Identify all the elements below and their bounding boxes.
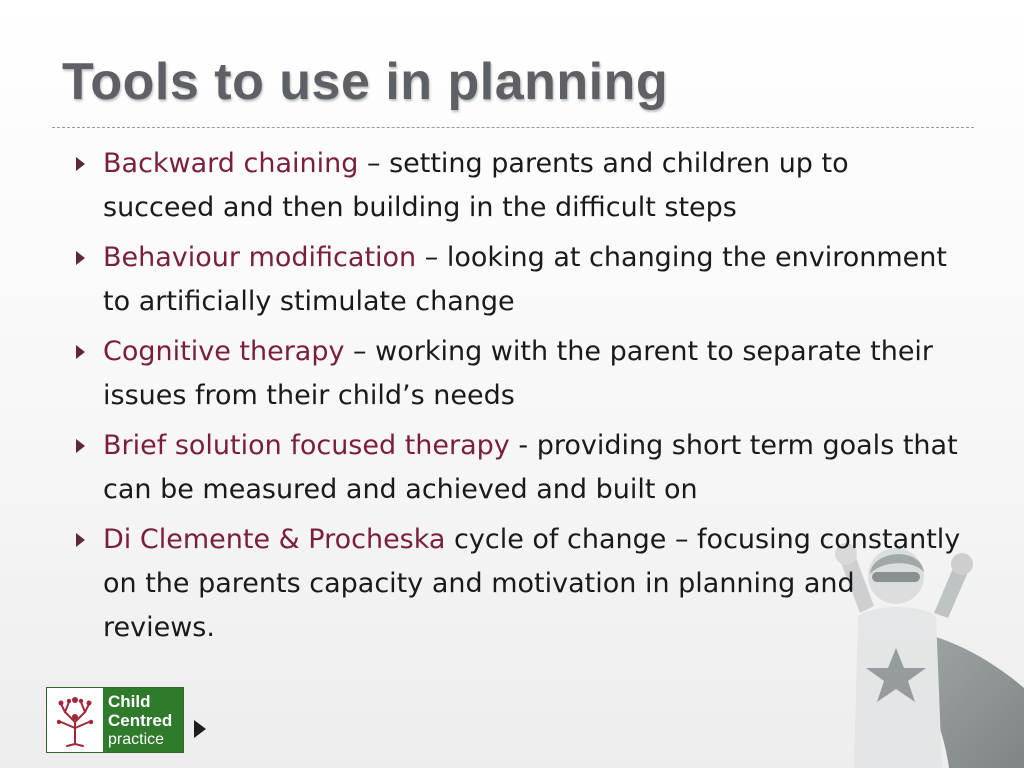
- bullet-arrow-icon: [76, 157, 85, 171]
- logo-line-1: Child: [108, 692, 151, 711]
- bullet-term: Brief solution focused therapy: [103, 430, 510, 461]
- bullet-term: Backward chaining: [103, 148, 359, 179]
- bullet-item: [72, 142, 962, 230]
- bullet-text: - providing short term goals that can be measured and achieved and built on: [103, 430, 958, 505]
- bullet-text: – looking at changing the environment to artificially stimulate change: [103, 242, 947, 317]
- bullet-text: cycle of change – focusing constantly on the parents capacity and motivation in planning and reviews.: [103, 524, 961, 643]
- child-centred-practice-logo: [46, 687, 184, 753]
- bullet-arrow-icon: [76, 345, 85, 359]
- bullet-item: [72, 518, 962, 650]
- bullet-term: Behaviour modification: [103, 242, 417, 273]
- bullet-item: [72, 424, 962, 512]
- logo-line-3: practice: [108, 731, 165, 748]
- bullet-item: [72, 236, 962, 324]
- bullet-arrow-icon: [76, 533, 85, 547]
- logo-wordmark: [103, 688, 183, 752]
- bullet-term: Di Clemente & Procheska: [103, 524, 446, 555]
- bullet-text: – setting parents and children up to succeed and then building in the difficult steps: [103, 148, 849, 223]
- bullet-arrow-icon: [76, 251, 85, 265]
- bullet-item: [72, 330, 962, 418]
- logo-line-2: Centred: [108, 711, 173, 730]
- tree-person-icon: [47, 688, 103, 752]
- bullet-list: [72, 142, 962, 656]
- bullet-arrow-icon: [76, 439, 85, 453]
- next-slide-arrow-icon[interactable]: [194, 720, 206, 738]
- bullet-text: – working with the parent to separate their issues from their child’s needs: [103, 336, 934, 411]
- title-divider: [52, 127, 974, 128]
- bullet-term: Cognitive therapy: [103, 336, 345, 367]
- slide-title: Tools to use in planning: [62, 53, 669, 111]
